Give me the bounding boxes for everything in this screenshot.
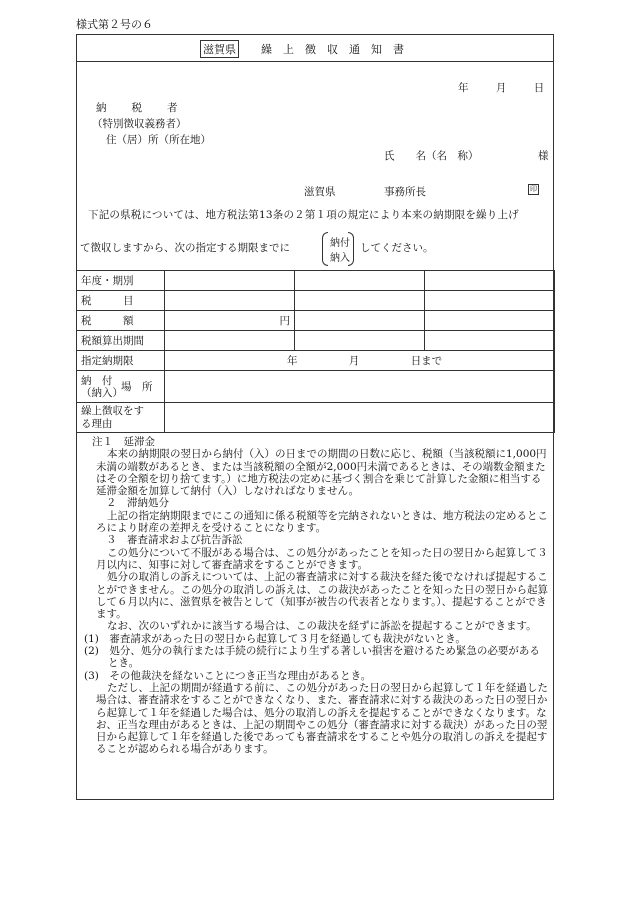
- table-row: [77, 311, 555, 331]
- due-month: 月: [348, 355, 360, 367]
- row-label-tax-item: 税 目: [77, 291, 165, 311]
- tax-detail-table: [76, 270, 554, 433]
- table-row: [77, 403, 555, 433]
- note-3-heading: ３ 審査請求および抗告訴訟: [106, 534, 243, 547]
- reason-value: [165, 403, 555, 433]
- cell: [425, 291, 555, 311]
- option-remittance: 納入: [330, 253, 350, 264]
- note-3-para-3: なお、次のいずれかに該当する場合は、この裁決を経ずに訴訟を提起することができます。: [107, 620, 537, 633]
- row-label-due-date: 指定納期限: [77, 351, 165, 371]
- note-3-para-1: この処分について不服がある場合は、この処分があったことを知った日の翌日から起算して３月以内に、知事に対して審査請求をすることができます。: [96, 546, 548, 571]
- label-reason-b: る理由: [81, 417, 113, 430]
- table-row: [77, 291, 555, 311]
- option-payment: 納付: [330, 238, 350, 249]
- row-label-reason: [77, 403, 165, 433]
- address-label: 住（居）所（所在地）: [106, 134, 211, 146]
- note-1-body: 本来の納期限の翌日から納付（入）の日までの期間の日数に応じ、税額（当該税額に1,000円未満の端数があるとき、または当該税額の全額が2,000円未満であるときは、その端数金額またはその全額を切り捨てます。）に地方税法の定めに基づく割合を乗じて計算した金額に相当する延滞金額を加算して納付（入）しなければなりません。: [96, 448, 547, 498]
- cell: [165, 331, 295, 351]
- row-label-tax-amount: 税 額: [77, 311, 165, 331]
- name-label: 氏 名（名 称）: [384, 150, 479, 162]
- date-month: 月: [495, 82, 507, 94]
- issuer-prefecture: 滋賀県: [304, 186, 336, 198]
- table-row: [77, 331, 555, 351]
- table-row: [77, 271, 555, 291]
- due-date-value: [165, 351, 555, 371]
- payment-option-brace: [322, 232, 354, 266]
- intro-line-2b: してください。: [360, 242, 434, 254]
- cell: [165, 291, 295, 311]
- payment-place-value: [165, 371, 555, 403]
- cell: [425, 331, 555, 351]
- title-text: 繰上徴収通知書: [261, 43, 415, 56]
- row-label-calc-period: 税額算出期間: [77, 331, 165, 351]
- cell: [295, 331, 425, 351]
- taxpayer-label: 納税者: [96, 102, 203, 114]
- note-3-item-1: (1) 審査請求があった日の翌日から起算して３月を経過しても裁決がないとき。: [84, 632, 466, 645]
- note-1-heading: 注１ 延滞金: [92, 436, 155, 448]
- label-remittance: （納入）: [81, 386, 123, 399]
- special-collector-label: （特別徴収義務者）: [92, 118, 187, 130]
- label-place: 場 所: [121, 381, 153, 393]
- note-3-item-2: (2) 処分、処分の執行または手続の続行により生ずる著しい損害を避けるため緊急の必要があるとき。: [84, 645, 540, 670]
- issuer-office: 事務所長: [384, 186, 426, 198]
- intro-line-1: 下記の県税については、地方税法第13条の２第１項の規定により本来の納期限を繰り上げ: [88, 209, 519, 221]
- date-day: 日: [533, 82, 545, 94]
- note-3-para-2: 処分の取消しの訴えについては、上記の審査請求に対する裁決を経た後でなければ提起することができません。この処分の取消しの訴えは、この裁決があったことを知った日の翌日から起算して６月以内に、滋賀県を被告として（知事が被告の代表者となります。）、提起することができます。: [96, 571, 549, 621]
- intro-line-2a: て徴収しますから、次の指定する期限までに: [80, 242, 290, 254]
- due-year: 年: [287, 355, 298, 367]
- label-payment: 納 付: [81, 374, 113, 387]
- cell: [425, 271, 555, 291]
- tax-amount-unit: 円: [165, 311, 295, 331]
- prefecture-box: 滋賀県: [200, 40, 239, 58]
- due-day: 日まで: [410, 355, 443, 367]
- row-label-fiscal-period: 年度・期別: [77, 271, 165, 291]
- honorific: 様: [538, 150, 549, 162]
- cell: [295, 311, 425, 331]
- note-3-item-3: (3) その他裁決を経ないことにつき正当な理由があるとき。: [84, 669, 372, 682]
- seal-mark: 印: [530, 185, 537, 193]
- cell: [425, 311, 555, 331]
- left-brace: [322, 232, 328, 266]
- note-3-para-4: ただし、上記の期間が経過する前に、この処分があった日の翌日から起算して１年を経過した場合は、審査請求をすることができなくなり、また、審査請求に対する裁決のあった日の翌日から起算して１年を経過した場合は、処分の取消しの訴えを提起することができなくなります。なお、正当な理由があるときは、上記の期間やこの処分（審査請求に対する裁決）があった日の翌日から起算して１年を経過した後であっても審査請求をすることや処分の取消しの訴えを提起することが認められる場合があります。: [96, 681, 548, 756]
- note-2-body: 上記の指定納期限までにこの通知に係る税額等を完納されないときは、地方税法の定めるところにより財産の差押えを受けることになります。: [96, 509, 548, 535]
- form-number: 様式第２号の６: [76, 18, 153, 31]
- notes-section: [84, 436, 550, 756]
- table-row: [77, 351, 555, 371]
- date-line: [458, 80, 544, 95]
- cell: [295, 291, 425, 311]
- cell: [295, 271, 425, 291]
- row-label-payment-place: [77, 371, 165, 403]
- label-reason-a: 繰上徴収をす: [81, 404, 144, 417]
- note-2-heading: ２ 滞納処分: [106, 497, 169, 510]
- document-title: [200, 40, 415, 58]
- table-row: [77, 371, 555, 403]
- date-year: 年: [458, 82, 469, 94]
- cell: [165, 271, 295, 291]
